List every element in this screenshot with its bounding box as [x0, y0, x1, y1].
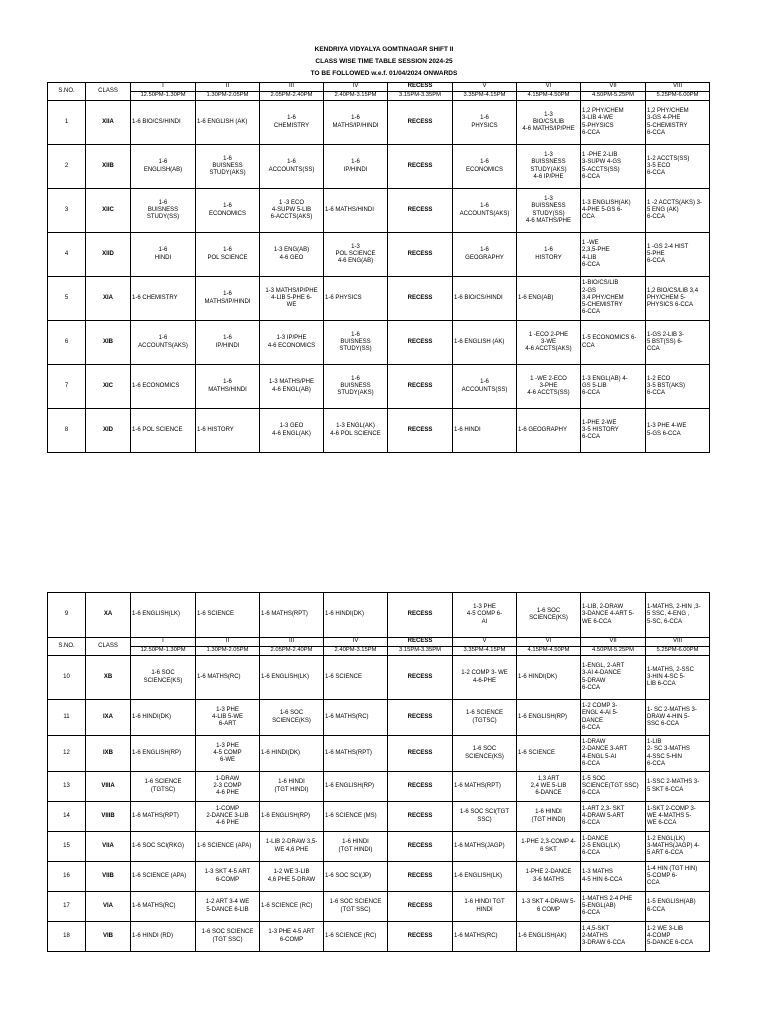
- period-cell: 1-6 SCIENCE (RC): [260, 892, 324, 922]
- period-cell: 1-6 ACCOUNTS(AKS): [453, 189, 517, 233]
- period-cell: 1,4,5-SKT 2-MATHS 3-DRAW 6-CCA: [581, 922, 646, 952]
- recess-cell: RECESS: [388, 922, 453, 952]
- period-time: 4.50PM-5.25PM: [581, 647, 646, 656]
- period-time: 1.30PM-2.05PM: [196, 92, 260, 101]
- recess-cell: RECESS: [388, 593, 453, 638]
- class-row: [48, 862, 710, 892]
- class-name: XA: [86, 593, 131, 638]
- period-cell: 1-6 SCIENCE: [517, 736, 581, 772]
- period-cell: 1-2 ECO 3-5 BST(AKS) 6-CCA: [646, 365, 710, 409]
- period-cell: 1-6 ECONOMICS: [453, 145, 517, 189]
- period-cell: 1-LIB 2-DRAW 3,5- WE 4,6 PHE: [260, 832, 324, 862]
- class-name: XIIC: [86, 189, 131, 233]
- class-row: [48, 321, 710, 365]
- class-name: XIA: [86, 277, 131, 321]
- class-name: XIIB: [86, 145, 131, 189]
- period-cell: 1-LIB 2- SC 3-MATHS 4-SSC 5-HIN 6-CCA: [646, 736, 710, 772]
- period-cell: 1-3 PHE 4-5 ART 6-COMP: [260, 922, 324, 952]
- period-cell: 1-3 PHE 4-WE 5-GS 6-CCA: [646, 409, 710, 453]
- period-cell: 1-5 ECONOMICS 6- CCA: [581, 321, 646, 365]
- period-time: 5.25PM-6.00PM: [646, 92, 710, 101]
- timetable-table-2: [47, 592, 710, 952]
- serial-number: 8: [48, 409, 86, 453]
- period-cell: 1-6 GEOGRAPHY: [453, 233, 517, 277]
- period-cell: 1-6 SOC SCIENCE(KS): [453, 736, 517, 772]
- period-cell: 1-3 ENG(AB) 4-6 GEO: [260, 233, 324, 277]
- recess-cell: RECESS: [388, 189, 453, 233]
- period-cell: 1-6 ECONOMICS: [196, 189, 260, 233]
- period-cell: 1-6 HINDI (TGT HINDI): [260, 772, 324, 802]
- period-cell: 1-2 WE 3-LIB 4-COMP 5-DANCE 6-CCA: [646, 922, 710, 952]
- period-cell: 1-3 ENGLISH(AK) 4-PHE 5-GS 6- CCA: [581, 189, 646, 233]
- class-header: CLASS: [86, 638, 131, 656]
- period-cell: 1-6 HINDI (TGT HINDI): [324, 832, 388, 862]
- period-cell: 1-BIO/CS/LIB 2-GS 3,4 PHY/CHEM 5-CHEMISTRY 6-CCA: [581, 277, 646, 321]
- class-row: [48, 145, 710, 189]
- class-name: XIIA: [86, 101, 131, 145]
- period-cell: 1-3 BUISSNESS STUDY(SS) 4-6 MATHS/PHE: [517, 189, 581, 233]
- class-row: [48, 189, 710, 233]
- period-cell: 1-6 MATHS(RC): [453, 922, 517, 952]
- period-cell: 1-6 IP/HINDI: [324, 145, 388, 189]
- period-cell: 1-6 SCIENCE: [324, 656, 388, 700]
- period-cell: 1-5 ENGLISH(AB) 6-CCA: [646, 892, 710, 922]
- recess-cell: RECESS: [388, 736, 453, 772]
- recess-cell: RECESS: [388, 277, 453, 321]
- period-cell: 1-3 PHE 4-LIB 5-WE 6-ART: [196, 700, 260, 736]
- period-cell: 1-6 ACCOUNTS(SS): [260, 145, 324, 189]
- period-cell: 1-2 WE 3-LIB 4,6 PHE 5-DRAW: [260, 862, 324, 892]
- period-time: 1.30PM-2.05PM: [196, 647, 260, 656]
- period-cell: 1-6 HISTORY: [196, 409, 260, 453]
- period-header: VII: [581, 638, 646, 647]
- period-cell: 1-6 HINDI (RD): [131, 922, 196, 952]
- class-row: [48, 700, 710, 736]
- period-time: 12.50PM-1.30PM: [131, 647, 196, 656]
- period-header: RECESS: [388, 638, 453, 647]
- period-cell: 1-6 MATHS(JAGP): [453, 832, 517, 862]
- period-cell: 1-6 SOC SCIENCE(KS): [517, 593, 581, 638]
- period-cell: 1-6 MATHS(RC): [196, 656, 260, 700]
- period-cell: 1 -3 ECO 4-SUPW 5-LIB 6-ACCTS(AKS): [260, 189, 324, 233]
- class-row: [48, 772, 710, 802]
- period-cell: 1-3 MATHS/PHE 4-6 ENGL(AB): [260, 365, 324, 409]
- period-cell: 1-3 ENGL(AB) 4- GS 5-LIB 6-CCA: [581, 365, 646, 409]
- period-cell: 1-6 SOC SCI(RKG): [131, 832, 196, 862]
- period-header: VIII: [646, 638, 710, 647]
- period-cell: 1-SSC 2-MATHS 3- 5 SKT 6-CCA: [646, 772, 710, 802]
- period-time: 5.25PM-6.00PM: [646, 647, 710, 656]
- class-name: XIB: [86, 321, 131, 365]
- recess-cell: RECESS: [388, 862, 453, 892]
- class-name: IXA: [86, 700, 131, 736]
- period-cell: 1-6 BIO/CS/HINDI: [131, 101, 196, 145]
- serial-number: 4: [48, 233, 86, 277]
- period-cell: 1-6 ENGLISH(RP): [324, 772, 388, 802]
- recess-cell: RECESS: [388, 233, 453, 277]
- period-time: 2.05PM-2.40PM: [260, 92, 324, 101]
- period-cell: 1-6 ACCOUNTS(SS): [453, 365, 517, 409]
- recess-cell: RECESS: [388, 321, 453, 365]
- class-header: CLASS: [86, 83, 131, 101]
- recess-cell: RECESS: [388, 656, 453, 700]
- period-cell: 1-6 POL SCIENCE: [196, 233, 260, 277]
- period-cell: 1-SKT 2-COMP 3- WE 4-MATHS 5- WE 6-CCA: [646, 802, 710, 832]
- timetable-table-1: [47, 82, 710, 453]
- period-cell: 1-MATHS, 2-SSC 3-HIN 4-SC 5- LIB 6-CCA: [646, 656, 710, 700]
- recess-cell: RECESS: [388, 772, 453, 802]
- recess-cell: RECESS: [388, 145, 453, 189]
- period-cell: 1-6 HINDI (TGT HINDI): [517, 802, 581, 832]
- serial-number: 9: [48, 593, 86, 638]
- class-name: VIB: [86, 922, 131, 952]
- period-cell: 1-6 SCIENCE (APA): [196, 832, 260, 862]
- period-cell: 1-2 ART 3-4 WE 5-DANCE 6-LIB: [196, 892, 260, 922]
- recess-cell: RECESS: [388, 892, 453, 922]
- period-cell: 1-6 HINDI: [453, 409, 517, 453]
- period-cell: 1-6 HINDI(DK): [260, 736, 324, 772]
- period-cell: 1-6 MATHS(RPT): [131, 802, 196, 832]
- period-header: III: [260, 83, 324, 92]
- period-time: 2.05PM-2.40PM: [260, 647, 324, 656]
- period-cell: 1-6 ENGLISH(LK): [453, 862, 517, 892]
- period-cell: 1 -2 ACCTS(AKS) 3- 5 ENG (AK) 6-CCA: [646, 189, 710, 233]
- class-row: [48, 736, 710, 772]
- effective-date: TO BE FOLLOWED w.e.f. 01/04/2024 ONWARDS: [310, 70, 458, 77]
- class-row: [48, 593, 710, 638]
- period-cell: 1-ENGL, 2-ART 3-AI 4-DANCE 5-DRAW 6-CCA: [581, 656, 646, 700]
- period-cell: 1-6 SOC SCIENCE (TGT SSC): [196, 922, 260, 952]
- period-cell: 1-6 CHEMISTRY: [131, 277, 196, 321]
- period-time: 4.50PM-5.25PM: [581, 92, 646, 101]
- period-cell: 1-6 SCIENCE (APA): [131, 862, 196, 892]
- serial-number: 6: [48, 321, 86, 365]
- period-cell: 1-6 PHYSICS: [453, 101, 517, 145]
- period-cell: 1-PHE 2-WE 3-5 HISTORY 6-CCA: [581, 409, 646, 453]
- period-cell: 1-3 ENGL(AK) 4-6 POL SCIENCE: [324, 409, 388, 453]
- period-cell: 1-2 ENGL(LK) 3-MATHS(JAGP) 4- 5 ART 6-CCA: [646, 832, 710, 862]
- class-name: XID: [86, 409, 131, 453]
- period-cell: 1-6 SCIENCE (TGTSC): [131, 772, 196, 802]
- period-cell: 1-2 ACCTS(SS) 3-5 ECO 6-CCA: [646, 145, 710, 189]
- period-cell: 1-6 PHYSICS: [324, 277, 388, 321]
- class-name: XB: [86, 656, 131, 700]
- period-cell: 1-6 ECONOMICS: [131, 365, 196, 409]
- period-cell: 1-6 MATHS/IP/HINDI: [196, 277, 260, 321]
- period-cell: 1-6 MATHS/IP/HINDI: [324, 101, 388, 145]
- period-header: VIII: [646, 83, 710, 92]
- period-header: VI: [517, 638, 581, 647]
- period-header: VII: [581, 83, 646, 92]
- period-cell: 1-6 BUISNESS STUDY(AKS): [324, 365, 388, 409]
- period-cell: 1,2 PHY/CHEM 3-LIB 4-WE 5-PHYSICS 6-CCA: [581, 101, 646, 145]
- class-name: VIIA: [86, 832, 131, 862]
- period-cell: 1-3 GEO 4-6 ENGL(AK): [260, 409, 324, 453]
- period-cell: 1-6 ACCOUNTS(AKS): [131, 321, 196, 365]
- period-cell: 1-6 HINDI(DK): [131, 700, 196, 736]
- period-cell: 1-3 PHE 4-5 COMP 6-WE: [196, 736, 260, 772]
- period-cell: 1- SC 2-MATHS 3- DRAW 4-HIN 5- SSC 6-CCA: [646, 700, 710, 736]
- serial-number: 17: [48, 892, 86, 922]
- class-name: VIIIB: [86, 802, 131, 832]
- class-name: VIIIA: [86, 772, 131, 802]
- class-row: [48, 233, 710, 277]
- period-time: 4.15PM-4.50PM: [517, 647, 581, 656]
- period-cell: 1-3 SKT 4-DRAW 5- 6 COMP: [517, 892, 581, 922]
- period-cell: 1-6 HINDI: [131, 233, 196, 277]
- period-cell: 1-6 SCIENCE (RC): [324, 922, 388, 952]
- class-row: [48, 101, 710, 145]
- class-name: VIIB: [86, 862, 131, 892]
- period-header: I: [131, 638, 196, 647]
- serial-number: 3: [48, 189, 86, 233]
- period-cell: 1-LIB, 2-DRAW 3-DANCE 4-ART 5- WE 6-CCA: [581, 593, 646, 638]
- period-cell: 1-6 HINDI(DK): [517, 656, 581, 700]
- class-row: [48, 922, 710, 952]
- serial-number: 18: [48, 922, 86, 952]
- period-cell: 1-3 POL SCIENCE 4-6 ENG(AB): [324, 233, 388, 277]
- period-cell: 1-ART 2,3- SKT 4-DRAW 5-ART 6-CCA: [581, 802, 646, 832]
- period-header: RECESS: [388, 83, 453, 92]
- period-cell: 1,2 BIO/CS/LIB 3,4 PHY/CHEM 5- PHYSICS 6-CCA: [646, 277, 710, 321]
- period-cell: 1-6 ENGLISH(RP): [260, 802, 324, 832]
- period-cell: 1,2 PHY/CHEM 3-GS 4-PHE 5-CHEMISTRY 6-CCA: [646, 101, 710, 145]
- period-cell: 1-6 MATHS(RPT): [260, 593, 324, 638]
- period-header: III: [260, 638, 324, 647]
- period-cell: 1-3 BUISSNESS STUDY(AKS) 4-6 IP/PHE: [517, 145, 581, 189]
- class-name: IXB: [86, 736, 131, 772]
- period-time: 3.15PM-3.35PM: [388, 92, 453, 101]
- period-cell: 1-6 SOC SCI(JP): [324, 862, 388, 892]
- period-cell: 1-2 COMP 3- WE 4-6-PHE: [453, 656, 517, 700]
- serial-number: 11: [48, 700, 86, 736]
- sno-header: S.NO.: [48, 83, 86, 101]
- recess-cell: RECESS: [388, 101, 453, 145]
- period-header-row: [48, 83, 710, 92]
- period-cell: 1-6 ENGLISH(RP): [131, 736, 196, 772]
- period-cell: 1-6 BUISNESS STUDY(SS): [131, 189, 196, 233]
- period-cell: 1-3 PHE 4-5 COMP 6- AI: [453, 593, 517, 638]
- period-cell: 1 -PHE 2-LIB 3-SUPW 4-GS 5-ACCTS(SS) 6-CCA: [581, 145, 646, 189]
- period-cell: 1-DRAW 2-3 COMP 4-6 PHE: [196, 772, 260, 802]
- period-cell: 1-6 SCIENCE (TGTSC): [453, 700, 517, 736]
- period-cell: 1-DRAW 2-DANCE 3-ART 4-ENGL 5-AI 6-CCA: [581, 736, 646, 772]
- period-cell: 1-6 SCIENCE (MS): [324, 802, 388, 832]
- period-cell: 1-MATHS, 2-HIN ,3- 5 SSC, 4-ENG , 5-SC, 6-CCA: [646, 593, 710, 638]
- period-cell: 1-6 ENGLISH (AK): [453, 321, 517, 365]
- period-cell: 1-6 ENGLISH(LK): [131, 593, 196, 638]
- serial-number: 5: [48, 277, 86, 321]
- period-cell: 1-PHE 2-DANCE 3-6 MATHS: [517, 862, 581, 892]
- serial-number: 1: [48, 101, 86, 145]
- period-header-row: [48, 638, 710, 647]
- class-row: [48, 892, 710, 922]
- period-cell: 1-4 HIN (TGT HIN) 5-COMP 6- CCA: [646, 862, 710, 892]
- period-cell: 1-MATHS 2-4 PHE 5-ENGL(AB) 6-CCA: [581, 892, 646, 922]
- period-header: V: [453, 638, 517, 647]
- serial-number: 2: [48, 145, 86, 189]
- period-cell: 1-6 IP/HINDI: [196, 321, 260, 365]
- period-cell: 1-6 BIO/CS/HINDI: [453, 277, 517, 321]
- period-cell: 1-3 IP/PHE 4-6 ECONOMICS: [260, 321, 324, 365]
- serial-number: 13: [48, 772, 86, 802]
- period-time: 12.50PM-1.30PM: [131, 92, 196, 101]
- time-header-row: [48, 92, 710, 101]
- period-time: 4.15PM-4.50PM: [517, 92, 581, 101]
- period-cell: 1-6 ENGLISH(RP): [517, 700, 581, 736]
- class-row: [48, 277, 710, 321]
- time-header-row: [48, 647, 710, 656]
- period-cell: 1-6 MATHS(RPT): [324, 736, 388, 772]
- period-cell: 1-6 MATHS(RC): [324, 700, 388, 736]
- period-header: I: [131, 83, 196, 92]
- class-name: XIID: [86, 233, 131, 277]
- recess-cell: RECESS: [388, 700, 453, 736]
- period-cell: 1-PHE 2,3-COMP 4- 6 SKT: [517, 832, 581, 862]
- recess-cell: RECESS: [388, 802, 453, 832]
- period-cell: 1-3 SKT 4-5 ART 6-COMP: [196, 862, 260, 892]
- period-cell: 1-6 SOC SCIENCE(KS): [260, 700, 324, 736]
- serial-number: 14: [48, 802, 86, 832]
- period-cell: 1-6 HINDI TGT HINDI: [453, 892, 517, 922]
- class-row: [48, 409, 710, 453]
- timetable-title: CLASS WISE TIME TABLE SESSION 2024-25: [315, 58, 453, 65]
- period-cell: 1-6 ENG(AB): [517, 277, 581, 321]
- class-row: [48, 832, 710, 862]
- recess-cell: RECESS: [388, 832, 453, 862]
- period-cell: 1-3 MATHS 4-5 HIN 6-CCA: [581, 862, 646, 892]
- serial-number: 7: [48, 365, 86, 409]
- period-cell: 1-3 MATHS/IP/PHE 4-LIB 5-PHE 6- WE: [260, 277, 324, 321]
- class-name: VIA: [86, 892, 131, 922]
- period-cell: 1-5 SOC SCIENCE(TGT SSC) 6-CCA: [581, 772, 646, 802]
- recess-cell: RECESS: [388, 409, 453, 453]
- period-cell: 1-6 GEOGRAPHY: [517, 409, 581, 453]
- period-time: 3.35PM-4.15PM: [453, 647, 517, 656]
- period-cell: 1-COMP 2-DANCE 3-LIB 4-6 PHE: [196, 802, 260, 832]
- serial-number: 16: [48, 862, 86, 892]
- period-cell: 1-6 ENGLISH(LK): [260, 656, 324, 700]
- class-name: XIC: [86, 365, 131, 409]
- period-cell: 1-2 COMP 3- ENGL 4-AI 5- DANCE 6-CCA: [581, 700, 646, 736]
- period-cell: 1-6 SCIENCE: [196, 593, 260, 638]
- period-cell: 1-3 BIO/CS/LIB 4-6 MATHS/IP/PHE: [517, 101, 581, 145]
- period-cell: 1-6 BUISNESS STUDY(AKS): [196, 145, 260, 189]
- period-cell: 1-6 ENGLISH(AK): [517, 922, 581, 952]
- period-cell: 1 -GS 2-4 HIST 5-PHE 6-CCA: [646, 233, 710, 277]
- period-cell: 1-6 HISTORY: [517, 233, 581, 277]
- period-cell: 1-6 ENGLISH(AB): [131, 145, 196, 189]
- period-cell: 1-DANCE 2-5 ENGL(LK) 6-CCA: [581, 832, 646, 862]
- period-header: V: [453, 83, 517, 92]
- serial-number: 15: [48, 832, 86, 862]
- period-time: 2.40PM-3.15PM: [324, 647, 388, 656]
- period-cell: 1-6 POL SCIENCE: [131, 409, 196, 453]
- class-row: [48, 802, 710, 832]
- period-cell: 1-6 SOC SCI(TGT SSC): [453, 802, 517, 832]
- period-cell: 1-6 ENGLISH (AK): [196, 101, 260, 145]
- period-cell: 1-6 MATHS(RC): [131, 892, 196, 922]
- period-cell: 1-6 MATHS(RPT): [453, 772, 517, 802]
- period-cell: 1 -ECO 2-PHE 3-WE 4-6 ACCTS(AKS): [517, 321, 581, 365]
- period-cell: 1-GS 2-LIB 3- 5 BST(SS) 6- CCA: [646, 321, 710, 365]
- school-name: KENDRIYA VIDYALYA GOMTINAGAR SHIFT II: [314, 46, 454, 53]
- period-header: VI: [517, 83, 581, 92]
- period-cell: 1-6 BUISNESS STUDY(SS): [324, 321, 388, 365]
- period-header: II: [196, 83, 260, 92]
- period-cell: 1 -WE 2,3,5-PHE 4-LIB 6-CCA: [581, 233, 646, 277]
- recess-cell: RECESS: [388, 365, 453, 409]
- period-header: IV: [324, 83, 388, 92]
- period-cell: 1,3 ART 2,4 WE 5-LIB 6-DANCE: [517, 772, 581, 802]
- sno-header: S.NO.: [48, 638, 86, 656]
- period-header: IV: [324, 638, 388, 647]
- period-header: II: [196, 638, 260, 647]
- serial-number: 10: [48, 656, 86, 700]
- period-time: 2.40PM-3.15PM: [324, 92, 388, 101]
- class-row: [48, 365, 710, 409]
- period-cell: 1 -WE 2-ECO 3-PHE 4-6 ACCTS(SS): [517, 365, 581, 409]
- period-time: 3.35PM-4.15PM: [453, 92, 517, 101]
- serial-number: 12: [48, 736, 86, 772]
- period-cell: 1-6 CHEMISTRY: [260, 101, 324, 145]
- period-cell: 1-6 SOC SCIENCE (TGT SSC): [324, 892, 388, 922]
- class-row: [48, 656, 710, 700]
- period-time: 3.15PM-3.35PM: [388, 647, 453, 656]
- period-cell: 1-6 MATHS/HINDI: [324, 189, 388, 233]
- period-cell: 1-6 SOC SCIENCE(KS): [131, 656, 196, 700]
- period-cell: 1-6 HINDI(DK): [324, 593, 388, 638]
- period-cell: 1-6 MATHS/HINDI: [196, 365, 260, 409]
